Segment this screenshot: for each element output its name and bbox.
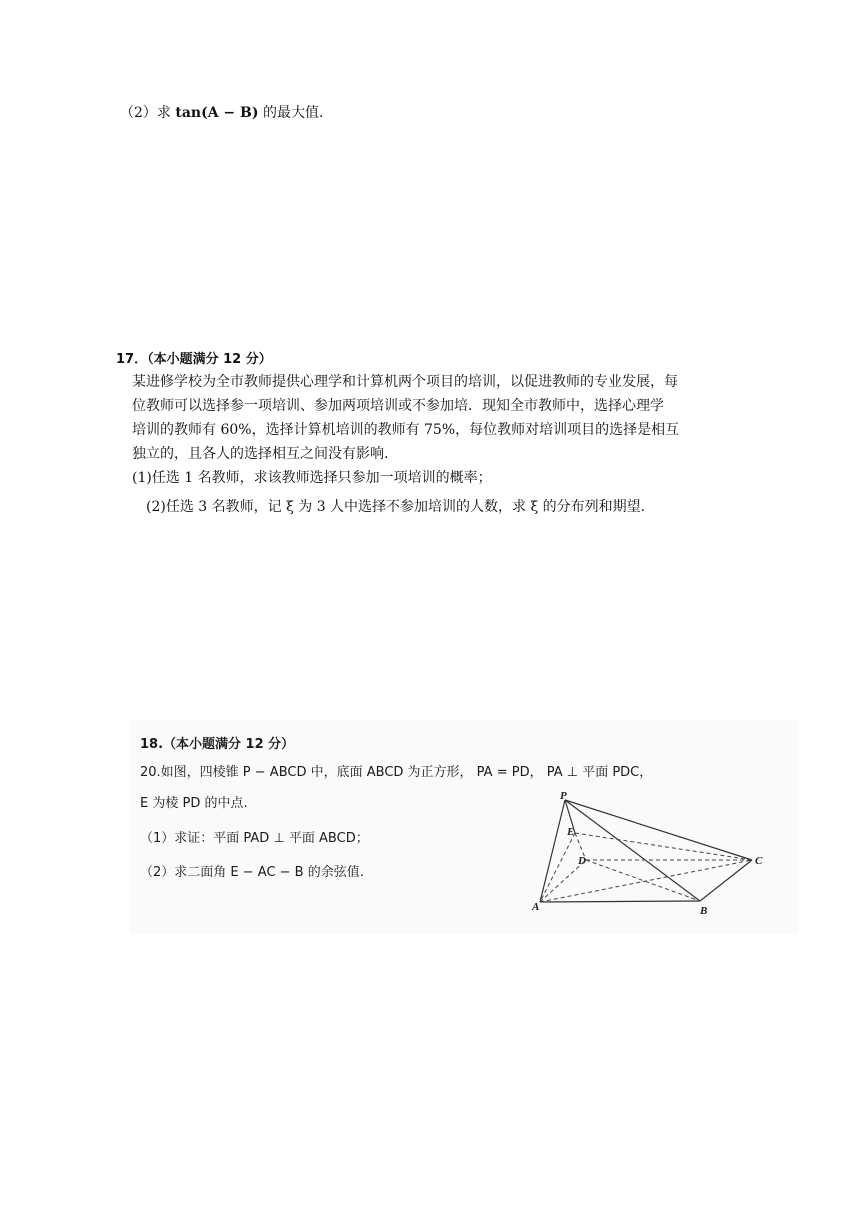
edge-DB (586, 860, 700, 901)
edge-PA (540, 800, 565, 902)
edge-AB (540, 901, 700, 902)
q18-line-2: E 为棱 PD 的中点. (140, 796, 248, 811)
q18-line-1: 20.如图，四棱锥 P − ABCD 中，底面 ABCD 为正方形， PA = PD， PA ⊥ 平面 PDC， (140, 765, 653, 780)
label-B: B (700, 905, 708, 917)
edge-EA (540, 833, 575, 902)
q18-part2: （2）求二面角 E − AC − B 的余弦值. (140, 865, 364, 880)
pyramid-figure (530, 790, 770, 922)
q17-line-6: (2)任选 3 名教师，记 ξ 为 3 人中选择不参加培训的人数，求 ξ 的分布列和期望. (146, 499, 646, 515)
label-C: C (755, 855, 763, 867)
q17-title: 17．（本小题满分 12 分） (116, 352, 272, 367)
q16-part2-expr: tan(A − B) (175, 105, 259, 121)
edge-AC (540, 860, 752, 902)
q17-line-4: 独立的，且各人的选择相互之间没有影响. (132, 446, 389, 462)
label-P: P (560, 790, 567, 802)
q17-line-1: 某进修学校为全市教师提供心理学和计算机两个项目的培训，以促进教师的专业发展，每 (132, 374, 678, 390)
edge-EC (575, 833, 752, 860)
q17-line-2: 位教师可以选择参一项培训、参加两项培训或不参加培．现知全市教师中，选择心理学 (132, 398, 664, 414)
label-D: D (578, 855, 586, 867)
edge-PC (565, 800, 752, 860)
q16-part2-suffix: 的最大值. (258, 105, 324, 121)
edge-BC (700, 860, 752, 901)
label-E: E (567, 826, 575, 838)
edge-PB (565, 800, 700, 901)
q17-line-5: (1)任选 1 名教师，求该教师选择只参加一项培训的概率； (132, 470, 492, 486)
label-A: A (532, 901, 540, 913)
q17-line-3: 培训的教师有 60%，选择计算机培训的教师有 75%，每位教师对培训项目的选择是相互 (132, 422, 680, 438)
q18-title: 18.（本小题满分 12 分） (140, 737, 295, 752)
q16-part2 (120, 103, 323, 123)
q18-block (130, 720, 798, 934)
q16-part2-prefix: （2）求 (120, 105, 176, 121)
q18-part1: （1）求证：平面 PAD ⊥ 平面 ABCD； (140, 831, 369, 846)
